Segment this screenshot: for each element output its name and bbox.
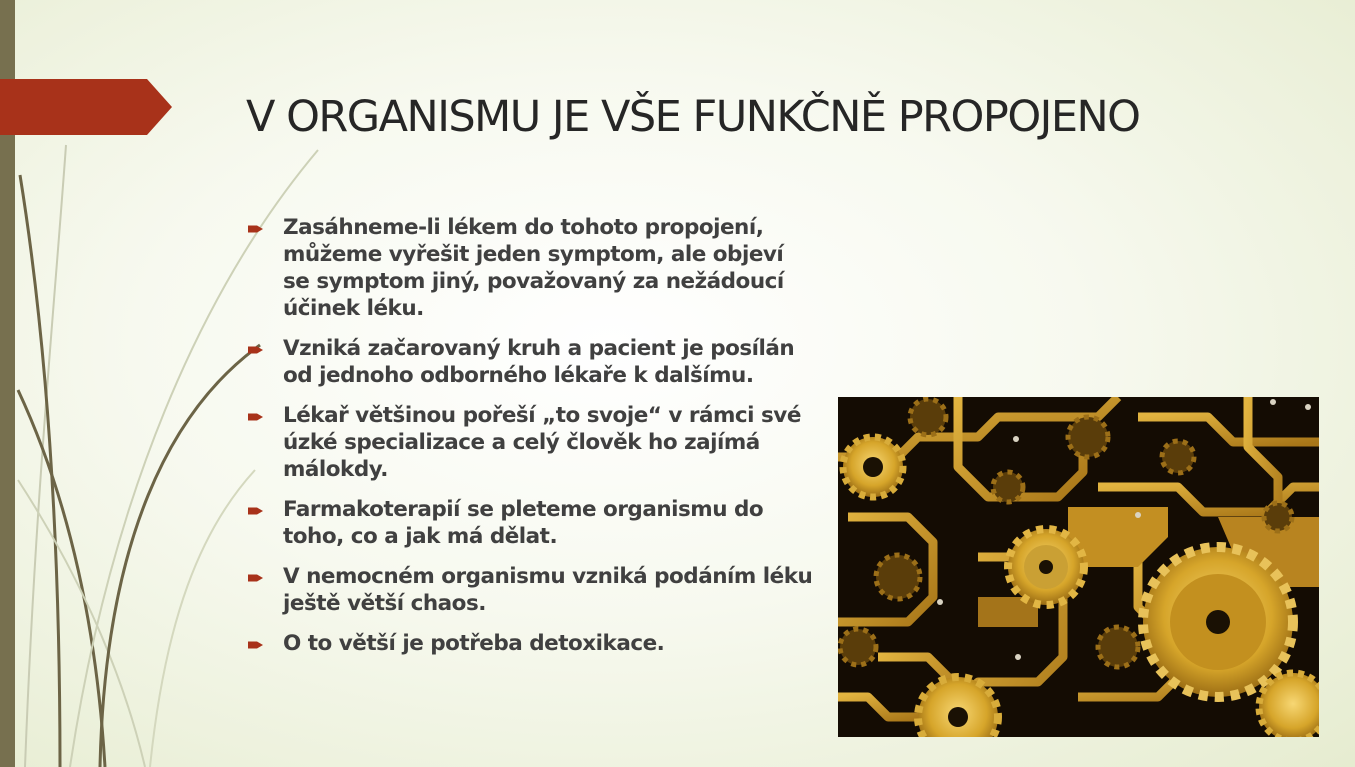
golden-gears-image [838, 397, 1319, 737]
arrow-bullet-icon [248, 506, 264, 516]
bullet-item [246, 563, 816, 617]
bullet-item [246, 335, 816, 389]
arrow-bullet-icon [248, 345, 264, 355]
bullet-item [246, 402, 816, 483]
arrow-bullet-icon [248, 224, 264, 234]
bullet-text: V nemocném organismu vzniká podáním léku ještě větší chaos. [283, 564, 813, 616]
bullet-text: Vzniká začarovaný kruh a pacient je posílán od jednoho odborného lékaře k dalšímu. [283, 336, 795, 388]
bullet-text: Zasáhneme-li lékem do tohoto propojení, můžeme vyřešit jeden symptom, ale objeví se symptom jiný, považovaný za nežádoucí účinek léku. [283, 215, 784, 321]
bullet-text: Farmakoterapií se pleteme organismu do toho, co a jak má dělat. [283, 497, 764, 549]
bullet-text: Lékař většinou pořeší „to svoje“ v rámci své úzké specializace a celý člověk ho zajímá málokdy. [283, 403, 801, 482]
bullet-item [246, 496, 816, 550]
bullet-list [246, 214, 816, 670]
bullet-item [246, 214, 816, 322]
bullet-item [246, 630, 816, 657]
slide-title: V ORGANISMU JE VŠE FUNKČNĚ PROPOJENO [246, 92, 1140, 142]
arrow-bullet-icon [248, 573, 264, 583]
arrow-bullet-icon [248, 412, 264, 422]
title-accent-arrow [0, 79, 172, 135]
arrow-bullet-icon [248, 640, 264, 650]
bullet-text: O to větší je potřeba detoxikace. [283, 631, 665, 656]
